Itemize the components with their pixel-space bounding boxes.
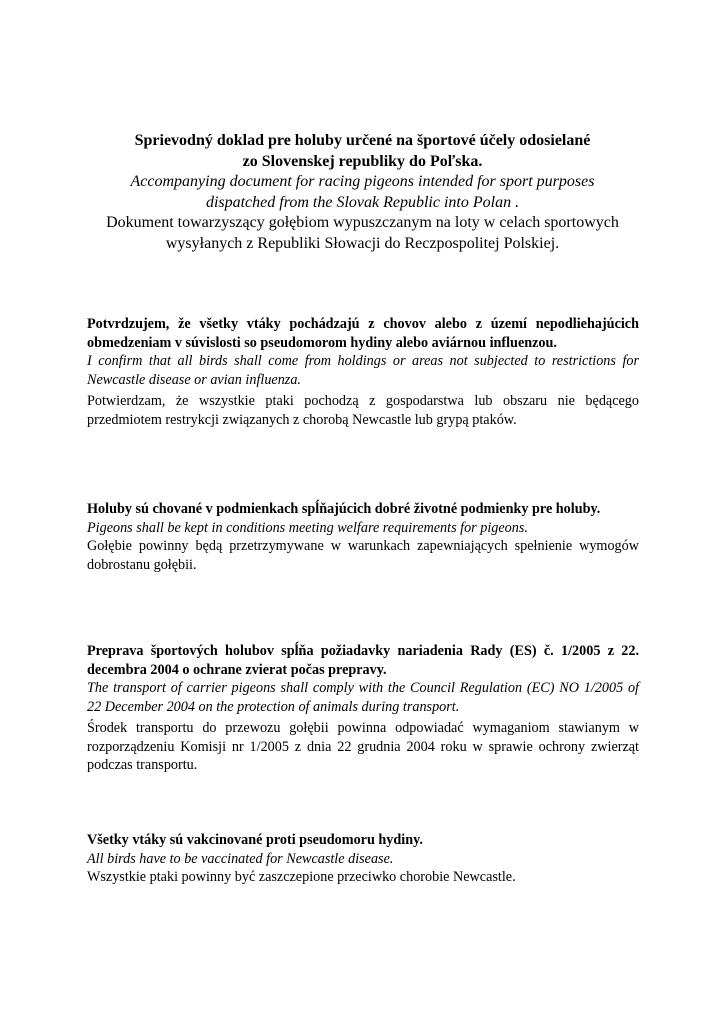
statement-polish: Wszystkie ptaki powinny być zaszczepione przeciwko chorobie Newcastle. bbox=[87, 869, 516, 885]
statement-english: Pigeons shall be kept in conditions meeting welfare requirements for pigeons. bbox=[87, 519, 528, 536]
statement-polish: Środek transportu do przewozu gołębii powinna odpowiadać wymaganiom stawianym w rozporządzeniu Komisji nr 1/2005 z dnia 22 grudnia 2004 roku w sprawie ochrony zwierząt podczas transportu. bbox=[87, 720, 639, 773]
section-transport-regulation bbox=[87, 642, 639, 775]
statement-polish: Gołębie powinny będą przetrzymywane w warunkach zapewniających spełnienie wymogów dobrostanu gołębii. bbox=[87, 538, 639, 573]
statement-slovak: Preprava športových holubov spĺňa požiadavky nariadenia Rady (ES) č. 1/2005 z 22. decembra 2004 o ochrane zvierat počas prepravy. bbox=[87, 643, 639, 678]
document-title bbox=[60, 131, 665, 254]
section-disease-free-origin bbox=[87, 315, 639, 429]
title-slovak-line-1: Sprievodný doklad pre holuby určené na športové účely odosielané bbox=[134, 132, 591, 149]
title-polish-line-2: wysyłanych z Republiki Słowacji do Reczpospolitej Polskiej. bbox=[165, 234, 560, 252]
statement-english: The transport of carrier pigeons shall comply with the Council Regulation (EC) NO 1/2005 of 22 December 2004 on the protection of animals during transport. bbox=[87, 680, 639, 715]
title-english-line-2: dispatched from the Slovak Republic into Polan . bbox=[205, 193, 520, 211]
title-slovak-line-2: zo Slovenskej republiky do Poľska. bbox=[242, 152, 483, 170]
statement-english: All birds have to be vaccinated for Newcastle disease. bbox=[87, 850, 394, 867]
title-polish-line-1: Dokument towarzyszący gołębiom wypuszczanym na loty w celach sportowych bbox=[106, 214, 619, 231]
section-welfare-conditions bbox=[87, 500, 639, 574]
statement-polish: Potwierdzam, że wszystkie ptaki pochodzą z gospodarstwa lub obszaru nie będącego przedmiotem restrykcji związanych z chorobą Newcastle lub grypą ptaków. bbox=[87, 393, 639, 428]
section-vaccination bbox=[87, 831, 639, 887]
title-english-line-1: Accompanying document for racing pigeons intended for sport purposes bbox=[130, 173, 595, 190]
statement-english: I confirm that all birds shall come from holdings or areas not subjected to restrictions for Newcastle disease or avian influenza. bbox=[87, 353, 639, 388]
statement-slovak: Potvrdzujem, že všetky vtáky pochádzajú z chovov alebo z území nepodliehajúcich obmedzeniam v súvislosti so pseudomorom hydiny alebo aviárnou influenzou. bbox=[87, 316, 639, 351]
statement-slovak: Holuby sú chované v podmienkach spĺňajúcich dobré životné podmienky pre holuby. bbox=[87, 501, 601, 517]
statement-slovak: Všetky vtáky sú vakcinované proti pseudomoru hydiny. bbox=[87, 832, 423, 848]
